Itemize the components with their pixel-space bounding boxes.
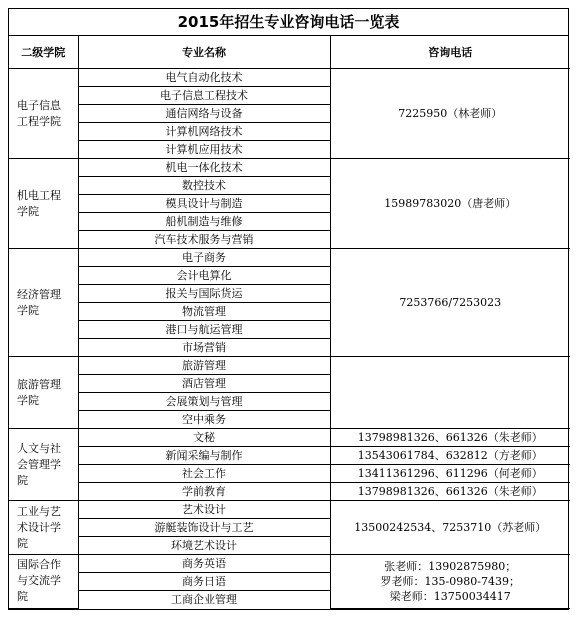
major-name: 学前教育 (78, 483, 330, 501)
major-name: 物流管理 (78, 303, 330, 321)
major-name: 环境艺术设计 (78, 537, 330, 555)
phone-number: 13543061784、632812（方老师） (330, 447, 570, 465)
phone-line: 7253766/7253023 (399, 296, 502, 309)
major-name: 商务日语 (78, 573, 330, 591)
major-name: 模具设计与制造 (78, 195, 330, 213)
table-row (9, 501, 570, 519)
header-row (9, 36, 570, 69)
major-name: 酒店管理 (78, 375, 330, 393)
major-name: 商务英语 (78, 555, 330, 573)
phone-line: 7225950（林老师） (398, 107, 503, 120)
phone-line: 梁老师：13750034417 (389, 589, 511, 603)
phone-number (330, 357, 570, 429)
table-row (9, 465, 570, 483)
major-name: 计算机网络技术 (78, 123, 330, 141)
phone-number (330, 69, 570, 159)
table-row (9, 357, 570, 375)
phone-number: 13798981326、661326（朱老师） (330, 429, 570, 447)
college-name: 国际合作 与交流学 院 (9, 555, 78, 609)
major-name: 工商企业管理 (78, 591, 330, 609)
major-name: 船机制造与维修 (78, 213, 330, 231)
college-name: 机电工程 学院 (9, 159, 78, 249)
major-name: 艺术设计 (78, 501, 330, 519)
major-name: 新闻采编与制作 (78, 447, 330, 465)
major-name: 文秘 (78, 429, 330, 447)
table-row (9, 447, 570, 465)
phone-number: 13798981326、661326（朱老师） (330, 483, 570, 501)
major-name: 市场营销 (78, 339, 330, 357)
phone-line: 张老师：13902875980； (384, 559, 517, 573)
phone-number (330, 555, 570, 609)
college-name: 人文与社 会管理学 院 (9, 429, 78, 501)
table-row (9, 69, 570, 87)
table-row (9, 429, 570, 447)
phone-number (330, 501, 570, 555)
college-name: 电子信息 工程学院 (9, 69, 78, 159)
table-row (9, 249, 570, 267)
college-name: 旅游管理 学院 (9, 357, 78, 429)
major-name: 旅游管理 (78, 357, 330, 375)
header-phone: 咨询电话 (330, 36, 570, 69)
header-major: 专业名称 (78, 36, 330, 69)
major-name: 电子商务 (78, 249, 330, 267)
major-name: 数控技术 (78, 177, 330, 195)
major-name: 会展策划与管理 (78, 393, 330, 411)
major-name: 电子信息工程技术 (78, 87, 330, 105)
phone-line: 罗老师：135-0980-7439； (380, 574, 520, 588)
table-row (9, 159, 570, 177)
enrollment-phone-table (8, 8, 569, 610)
college-name: 工业与艺 术设计学 院 (9, 501, 78, 555)
major-name: 报关与国际货运 (78, 285, 330, 303)
major-name: 空中乘务 (78, 411, 330, 429)
major-name: 港口与航运管理 (78, 321, 330, 339)
phone-line: 13500242534、7253710（苏老师） (354, 521, 547, 534)
major-name: 会计电算化 (78, 267, 330, 285)
table-row (9, 483, 570, 501)
major-name: 汽车技术服务与营销 (78, 231, 330, 249)
phone-number (330, 249, 570, 357)
phone-number (330, 159, 570, 249)
major-name: 社会工作 (78, 465, 330, 483)
major-name: 电气自动化技术 (78, 69, 330, 87)
phone-number: 13411361296、611296（何老师） (330, 465, 570, 483)
college-name: 经济管理 学院 (9, 249, 78, 357)
major-name: 计算机应用技术 (78, 141, 330, 159)
major-name: 游艇装饰设计与工艺 (78, 519, 330, 537)
table-row (9, 555, 570, 573)
major-name: 通信网络与设备 (78, 105, 330, 123)
phone-table (9, 36, 570, 609)
major-name: 机电一体化技术 (78, 159, 330, 177)
header-college: 二级学院 (9, 36, 78, 69)
table-title: 2015年招生专业咨询电话一览表 (9, 9, 568, 36)
phone-line: 15989783020（唐老师） (384, 197, 517, 210)
